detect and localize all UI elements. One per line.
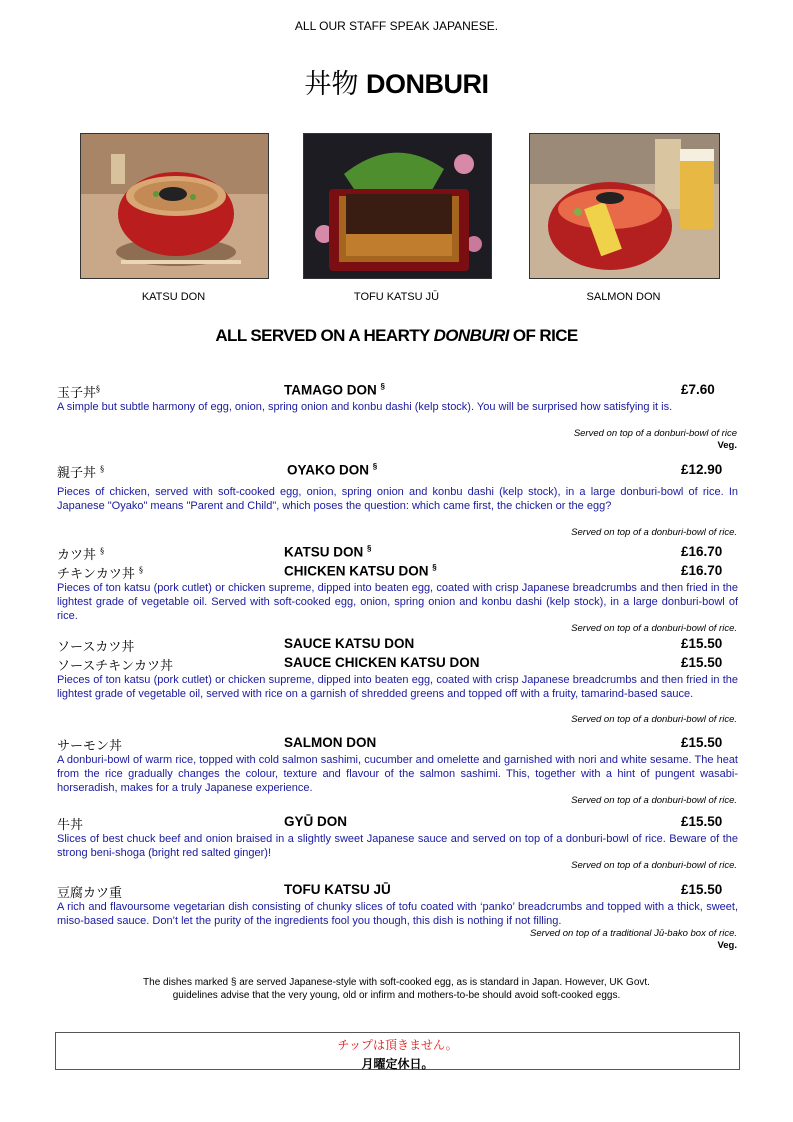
dish-description: A simple but subtle harmony of egg, onion, spring onion and konbu dashi (kelp stock). You will be surprised how satisfying it is. bbox=[57, 401, 673, 413]
served-note: Served on top of a donburi-bowl of rice. bbox=[571, 860, 737, 871]
dish-name-english: SAUCE KATSU DON bbox=[284, 636, 415, 651]
dish-description: A rich and flavoursome vegetarian dish consisting of chunky slices of tofu coated with ‘panko’ breadcrumbs and topped with a thick, sweet, miso-based sauce. Don’t let the purity of the ingredients fool you though, this dish is nothing if not filling. bbox=[57, 901, 738, 927]
no-tip-notice: チップは頂きません。 bbox=[337, 1038, 458, 1052]
dish-name-japanese: ソースカツ丼 bbox=[57, 640, 135, 655]
dish-price: £15.50 bbox=[681, 882, 723, 897]
dish-description: Pieces of chicken, served with soft-cooked egg, onion, spring onion and konbu dashi (kelp stock), in a large donburi-bowl of rice. In Japanese "Oyako" means "Parent and Child", which poses the question: which came first, the chicken or the egg? bbox=[57, 486, 738, 512]
dish-name-japanese: サーモン丼 bbox=[57, 739, 123, 754]
menu-item-chicken-katsu-don bbox=[57, 563, 738, 581]
dish-name-english: SAUCE CHICKEN KATSU DON bbox=[284, 655, 480, 670]
subtitle-pre: ALL SERVED ON A HEARTY bbox=[215, 326, 434, 345]
dish-name-japanese: 牛丼 bbox=[57, 818, 84, 833]
dish-price: £15.50 bbox=[681, 814, 723, 829]
menu-item-katsu-don bbox=[57, 544, 738, 562]
menu-item-oyako-don bbox=[57, 462, 738, 480]
served-note: Served on top of a donburi-bowl of rice bbox=[573, 428, 737, 439]
vegetarian-tag: Veg. bbox=[717, 940, 737, 951]
page-title bbox=[0, 62, 793, 101]
closed-day-notice: 月曜定休日。 bbox=[361, 1057, 434, 1071]
vegetarian-tag: Veg. bbox=[717, 440, 737, 451]
dish-name-japanese: チキンカツ丼 § bbox=[57, 565, 144, 582]
menu-item-salmon-don bbox=[57, 735, 738, 753]
dish-name-english: SALMON DON bbox=[284, 735, 377, 750]
soft-cooked-egg-footnote bbox=[100, 976, 693, 1002]
dish-price: £16.70 bbox=[681, 563, 723, 578]
katsu-don-photo bbox=[80, 133, 269, 279]
dish-name-japanese: 親子丼 § bbox=[57, 464, 105, 481]
notice-box bbox=[55, 1032, 740, 1070]
dish-name-english: OYAKO DON § bbox=[287, 462, 378, 478]
dish-name-japanese: ソースチキンカツ丼 bbox=[57, 659, 173, 674]
subtitle-post: OF RICE bbox=[508, 326, 578, 345]
served-note: Served on top of a traditional Jū-bako box of rice. bbox=[529, 928, 737, 939]
served-note: Served on top of a donburi-bowl of rice. bbox=[571, 795, 737, 806]
dish-name-japanese: 玉子丼§ bbox=[57, 384, 101, 401]
dish-price: £12.90 bbox=[681, 462, 723, 477]
dish-name-english: TAMAGO DON § bbox=[284, 382, 385, 398]
menu-item-tamago-don bbox=[57, 382, 738, 400]
photo-caption-salmon-don: SALMON DON bbox=[586, 291, 661, 303]
photo-caption-tofu-katsu-ju: TOFU KATSU JŪ bbox=[353, 291, 440, 303]
served-note: Served on top of a donburi-bowl of rice. bbox=[571, 714, 737, 725]
dish-name-english: CHICKEN KATSU DON § bbox=[284, 563, 437, 579]
dish-description: Slices of best chuck beef and onion braised in a slightly sweet Japanese sauce and served on top of a donburi-bowl of rice. Beware of the strong beni-shoga (bright red salted ginger)! bbox=[57, 833, 738, 859]
menu-item-sauce-katsu-don bbox=[57, 636, 738, 654]
dish-name-english: KATSU DON § bbox=[284, 544, 372, 560]
menu-item-tofu-katsu-ju bbox=[57, 882, 738, 900]
menu-item-gyu-don bbox=[57, 814, 738, 832]
subtitle-italic: DONBURI bbox=[433, 326, 509, 345]
footnote-line: guidelines advise that the very young, old or infirm and mothers-to-be should avoid soft-cooked eggs. bbox=[172, 990, 621, 1001]
dish-price: £16.70 bbox=[681, 544, 723, 559]
page-title-japanese: 丼物 bbox=[304, 69, 359, 100]
footnote-line: The dishes marked § are served Japanese-style with soft-cooked egg, as is standard in Japan. However, UK Govt. bbox=[143, 977, 650, 988]
dish-name-english: GYŪ DON bbox=[284, 814, 348, 829]
dish-price: £15.50 bbox=[681, 735, 723, 750]
photo-caption-katsu-don: KATSU DON bbox=[141, 291, 206, 303]
dish-description: A donburi-bowl of warm rice, topped with cold salmon sashimi, cucumber and omelette and garnished with nori and white sesame. The heat from the rice gradually changes the colour, texture and flavour of the salmon sashimi. This, together with a hint of pungent wasabi-horseradish, makes for a truly Japanese experience. bbox=[57, 754, 738, 794]
dish-price: £15.50 bbox=[681, 636, 723, 651]
menu-item-sauce-chicken-katsu-don bbox=[57, 655, 738, 673]
tofu-katsu-ju-photo bbox=[303, 133, 492, 279]
served-note: Served on top of a donburi-bowl of rice. bbox=[571, 623, 737, 634]
served-note: Served on top of a donburi-bowl of rice. bbox=[571, 527, 737, 538]
salmon-don-photo bbox=[529, 133, 720, 279]
dish-name-japanese: カツ丼 § bbox=[57, 546, 105, 563]
dish-price: £15.50 bbox=[681, 655, 723, 670]
section-subtitle bbox=[0, 326, 793, 346]
dish-price: £7.60 bbox=[681, 382, 715, 397]
dish-name-english: TOFU KATSU JŪ bbox=[284, 882, 391, 897]
dish-description: Pieces of ton katsu (pork cutlet) or chicken supreme, dipped into beaten egg, coated with crisp Japanese breadcrumbs and then fried in the lightest grade of vegetable oil, served with rice on a garnish of shredded greens and topped off with a fruity, tamarind-based sauce. bbox=[57, 674, 738, 700]
dish-description: Pieces of ton katsu (pork cutlet) or chicken supreme, dipped into beaten egg, coated with crisp Japanese breadcrumbs and then fried in the lightest grade of vegetable oil. Served with soft-cooked egg, onion, spring onion and konbu dashi (kelp stock), in a large donburi-bowl of rice. bbox=[57, 582, 738, 622]
dish-name-japanese: 豆腐カツ重 bbox=[57, 886, 123, 901]
staff-language-note: ALL OUR STAFF SPEAK JAPANESE. bbox=[294, 19, 499, 33]
page-title-english: DONBURI bbox=[366, 69, 489, 99]
